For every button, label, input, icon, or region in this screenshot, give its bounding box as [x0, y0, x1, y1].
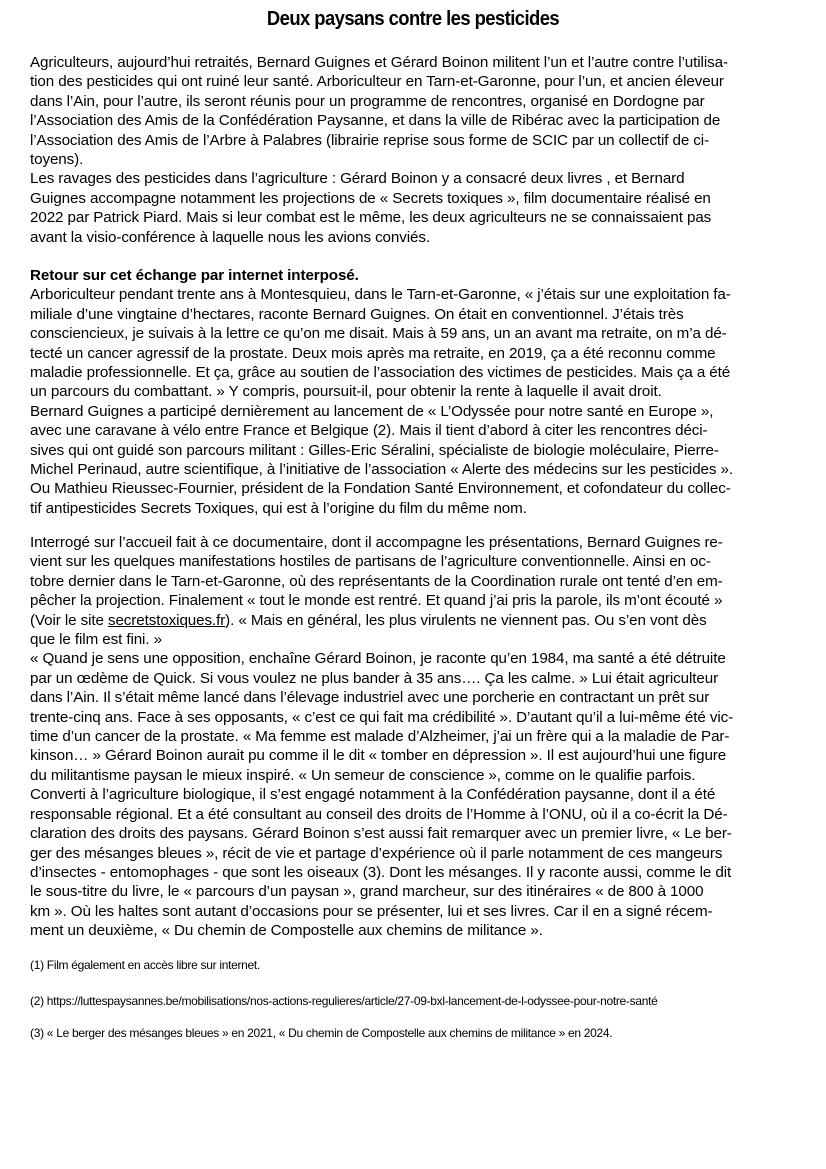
text-line: claration des droits des paysans. Gérard Boinon s’est aussi fait remarquer avec un premier livre, « Le ber-	[30, 825, 732, 843]
article-title: Deux paysans contre les pesticides	[266, 8, 560, 30]
secretstoxiques-link[interactable]: secretstoxiques.fr	[107, 611, 226, 629]
text-line: miliale d’une vingtaine d’hectares, raconte Bernard Guignes. On était en conventionnel. J’étais très	[30, 305, 684, 323]
text-line: un parcours du combattant. » Y compris, poursuit-il, pour obtenir la rente à laquelle il avait droit.	[30, 383, 662, 401]
text-line: km ». Où les haltes sont autant d’occasions pour se présenter, lui et ses livres. Car il en a signé récem-	[30, 902, 713, 920]
link-prefix: (Voir le site	[30, 611, 108, 629]
text-line: Guignes accompagne notamment les projections de « Secrets toxiques », film documentaire réalisé en	[30, 189, 711, 207]
text-line: le sous-titre du livre, le « parcours d’un paysan », grand marcheur, sur des itinéraires « de 800 à 1000	[30, 883, 704, 901]
footnote-3: (3) « Le berger des mésanges bleues » en 2021, « Du chemin de Compostelle aux chemins de militance » en 2024.	[30, 1026, 613, 1040]
section-exchange	[30, 266, 820, 518]
text-line: dans l’Ain, pour l’autre, ils seront réunis pour un programme de rencontres, organisé en Dordogne par	[30, 92, 705, 110]
text-line: l’Association des Amis de la Confédération Paysanne, et dans la ville de Ribérac avec la participation de	[30, 112, 721, 130]
text-line: Bernard Guignes a participé dernièrement au lancement de « L’Odyssée pour notre santé en Europe »,	[30, 402, 714, 420]
section-heading: Retour sur cet échange par internet interposé.	[30, 267, 359, 284]
text-line: time d’un cancer de la prostate. « Ma femme est malade d’Alzheimer, j’ai un frère qui a la maladie de Par-	[30, 728, 730, 746]
text-line: avec une caravane à vélo entre France et Belgique (2). Mais il tient d’abord à citer les rencontres déci-	[30, 422, 708, 440]
text-line: par un œdème de Quick. Si vous voulez ne plus bander à 35 ans…. Ça les calme. » Lui était agriculteur	[30, 669, 719, 687]
text-line: l’Association des Amis de l’Arbre à Palabres (librairie reprise sous forme de SCIC par un collectif de ci-	[30, 131, 710, 149]
text-line: tobre dernier dans le Tarn-et-Garonne, où des représentants de la Coordination rurale ont tenté d’en em-	[30, 572, 723, 590]
text-line: sives qui ont guidé son parcours militant : Gilles-Eric Séralini, spécialiste de biologie moléculaire, Pierre-	[30, 441, 719, 459]
text-line: toyens).	[30, 151, 84, 169]
text-line: kinson… » Gérard Boinon aurait pu comme il le dit « tomber en dépression ». Il est aujourd’hui une figure	[30, 747, 727, 765]
text-line: maladie professionnelle. Et ça, grâce au soutien de l’association des victimes de pesticides. Mais ça a été	[30, 364, 731, 382]
text-line: tif antipesticides Secrets Toxiques, qui est à l’origine du film du même nom.	[30, 499, 527, 517]
text-line-with-link	[30, 611, 820, 630]
text-line: 2022 par Patrick Piard. Mais si leur combat est le même, les deux agriculteurs ne se connaissaient pas	[30, 209, 712, 227]
text-line: pêcher la projection. Finalement « tout le monde est rentré. Et quand j’ai pris la parole, ils m’ont écouté »	[30, 592, 723, 610]
text-line: « Quand je sens une opposition, enchaîne Gérard Boinon, je raconte qu’en 1984, ma santé a été détruite	[30, 650, 726, 668]
text-line: Arboriculteur pendant trente ans à Montesquieu, dans le Tarn-et-Garonne, « j’étais sur une exploitation fa-	[30, 286, 731, 304]
text-line: responsable régional. Et a été consultant au conseil des droits de l’Homme à l’ONU, où il a co-écrit la Dé-	[30, 805, 728, 823]
text-line: tion des pesticides qui ont ruiné leur santé. Arboriculteur en Tarn-et-Garonne, pour l’un, et ancien éleveur	[30, 73, 724, 91]
text-line: ment un deuxième, « Du chemin de Compostelle aux chemins de militance ».	[30, 922, 543, 940]
text-line: tecté un cancer agressif de la prostate. Deux mois après ma retraite, en 2019, ça a été reconnu comme	[30, 344, 716, 362]
text-line: Michel Perinaud, autre scientifique, à l’initiative de l’association « Alerte des médecins sur les pesticides ».	[30, 461, 733, 479]
text-line: vient sur les quelques manifestations hostiles de partisans de l’agriculture conventionnelle. Ainsi en oc-	[30, 553, 711, 571]
text-line: d’insectes - entomophages - que sont les oiseaux (3). Dont les mésanges. Il y raconte aussi, comme le dit	[30, 863, 732, 881]
text-line: Interrogé sur l’accueil fait à ce documentaire, dont il accompagne les présentations, Bernard Guignes re-	[30, 534, 723, 551]
text-line: Ou Mathieu Rieussec-Fournier, président de la Fondation Santé Environnement, et cofondateur du collec-	[30, 480, 731, 498]
text-line: dans l’Ain. Il s’était même lancé dans l’élevage industriel avec une porcherie en contractant un prêt sur	[30, 689, 710, 707]
text-line: du militantisme paysan le mieux inspiré. « Un semeur de conscience », comme on le qualifie parfois.	[30, 766, 696, 784]
text-line: Converti à l’agriculture biologique, il s’est engagé notamment à la Confédération paysanne, dont il a été	[30, 786, 716, 804]
text-line: avant la visio-conférence à laquelle nous les avions conviés.	[30, 228, 430, 246]
text-line: trente-cinq ans. Face à ses opposants, « c’est ce qui fait ma crédibilité ». D’autant qu’il a lui-même été vic-	[30, 708, 734, 726]
text-line: Les ravages des pesticides dans l’agriculture : Gérard Boinon y a consacré deux livres , et Bernard	[30, 170, 685, 188]
text-line: ger des mésanges bleues », récit de vie et partage d’expérience où il parle notamment de ces mangeurs	[30, 844, 723, 862]
text-line: que le film est fini. »	[30, 631, 162, 649]
link-suffix: ). « Mais en général, les plus virulents ne viennent pas. Ou s’en vont dès	[225, 611, 707, 629]
footnote-1: (1) Film également en accès libre sur internet.	[30, 958, 261, 972]
paragraph-reception	[30, 533, 820, 941]
footnote-2[interactable]: (2) https://luttespaysannes.be/mobilisations/nos-actions-regulieres/article/27-09-bxl-lancement-de-l-odyssee-pour-notre-santé	[30, 994, 658, 1008]
text-line: consciencieux, je suivais à la lettre ce qu’on me disait. Mais à 59 ans, un an avant ma retraite, on m’a dé-	[30, 325, 727, 343]
intro-paragraph	[30, 53, 820, 247]
text-line: Agriculteurs, aujourd’hui retraités, Bernard Guignes et Gérard Boinon militent l’un et l’autre contre l’utilisa-	[30, 54, 728, 71]
